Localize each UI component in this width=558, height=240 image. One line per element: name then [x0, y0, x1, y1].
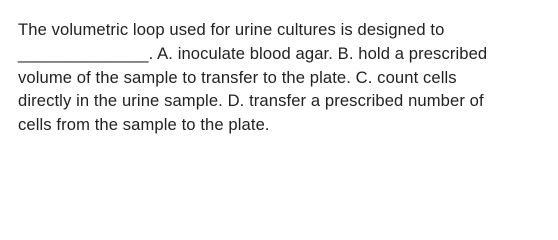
- question-line: cells from the sample to the plate.: [18, 115, 270, 135]
- question-text: [18, 18, 546, 137]
- question-line: volume of the sample to transfer to the plate. C. count cells: [18, 67, 457, 87]
- question-line: ______________. A. inoculate blood agar. B. hold a prescribed: [18, 43, 488, 63]
- question-line: The volumetric loop used for urine cultures is designed to: [18, 20, 445, 39]
- question-line: directly in the urine sample. D. transfer a prescribed number of: [18, 91, 484, 111]
